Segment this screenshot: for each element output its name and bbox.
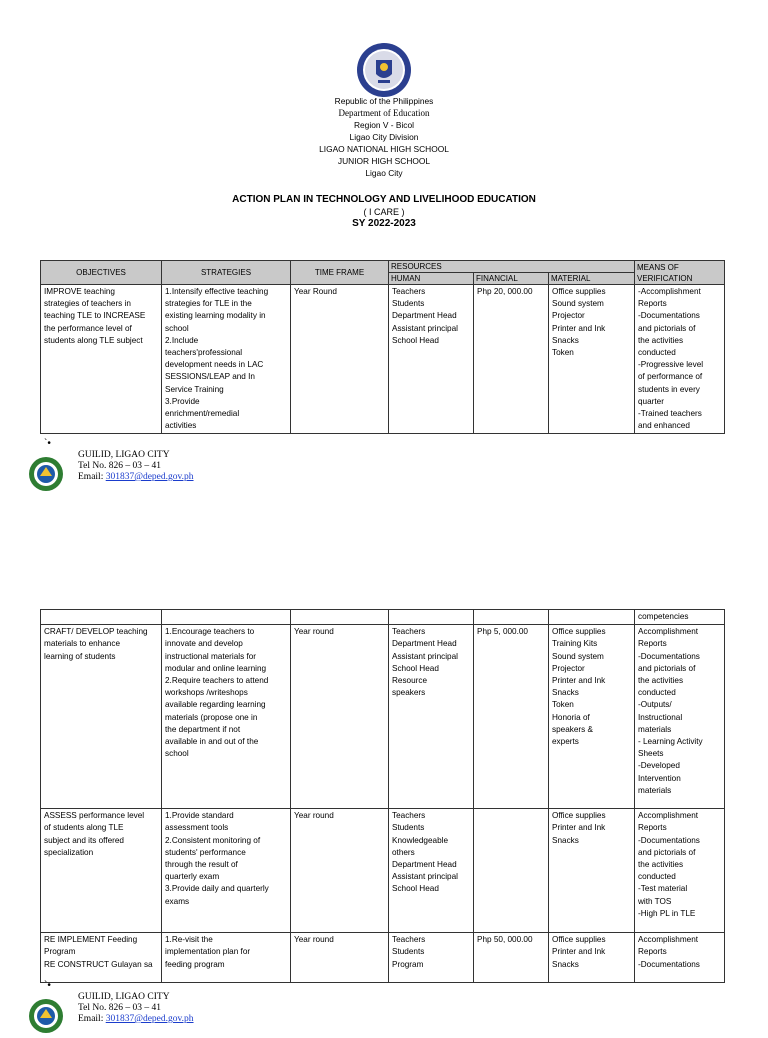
- cell-text: assessment tools: [165, 823, 229, 833]
- table-row: [41, 625, 725, 809]
- cell-text: Service Training: [165, 384, 224, 394]
- cell-objectives: [41, 625, 162, 809]
- footer-address: GUILID, LIGAO CITY: [78, 992, 170, 1002]
- col-header-resources: RESOURCES: [389, 261, 635, 273]
- cell-text: ASSESS performance level: [44, 811, 145, 821]
- cell-text: Sheets: [638, 749, 664, 759]
- cell-text: 2.Require teachers to attend: [165, 676, 269, 686]
- cell-text: and pictorials of: [638, 847, 696, 857]
- cell-text: Year round: [294, 935, 334, 945]
- cell-text: Teachers: [392, 935, 426, 945]
- header-line-region: Region V - Bicol: [353, 120, 415, 130]
- cell-text: Department Head: [392, 311, 457, 321]
- cell-means: [635, 625, 725, 809]
- cell-text: -Progressive level: [638, 360, 704, 370]
- cell-material: [549, 933, 635, 983]
- cell-text: the activities: [638, 335, 684, 345]
- cell-text: Students: [392, 299, 425, 309]
- cell-text: school: [165, 323, 189, 333]
- cell-text: Token: [552, 348, 574, 358]
- cell-text: School Head: [392, 335, 439, 345]
- cell-text: Program: [44, 947, 76, 957]
- cell-text: Php 5, 000.00: [477, 627, 528, 637]
- cell-text: 1.Intensify effective teaching: [165, 287, 269, 296]
- footer-email-line: [78, 1014, 194, 1025]
- cell-text: Department Head: [392, 639, 457, 649]
- cell-strategies: [162, 809, 291, 933]
- cell-text: Department Head: [392, 860, 457, 870]
- cell-material: [549, 809, 635, 933]
- action-plan-table-page1: [40, 260, 725, 434]
- cell-text: teachers'professional: [165, 348, 243, 358]
- cell-material: [549, 625, 635, 809]
- cell-text: quarter: [638, 396, 664, 406]
- cell-text: School Head: [392, 663, 439, 673]
- cell-human: [389, 625, 474, 809]
- cell-text: specialization: [44, 847, 94, 857]
- cell-text: with TOS: [638, 896, 672, 906]
- cell-text: the activities: [638, 860, 684, 870]
- cell-financial: [474, 809, 549, 933]
- cell-text: and pictorials of: [638, 323, 696, 333]
- cell-text: 1.Re-visit the: [165, 935, 213, 945]
- cell-text: Intervention: [638, 773, 681, 783]
- cell-financial: [474, 285, 549, 434]
- cell-text: Knowledgeable: [392, 835, 448, 845]
- cell-text: -Documentations: [638, 311, 700, 321]
- cell-strategies: [162, 625, 291, 809]
- cell-strategies: [162, 933, 291, 983]
- cell-time: [291, 933, 389, 983]
- cell-text: teaching TLE to INCREASE: [44, 311, 146, 321]
- cell-text: -Test material: [638, 884, 688, 894]
- action-plan-table-page2: [40, 609, 725, 983]
- cell-text: exams: [165, 896, 190, 906]
- cell-financial: [474, 933, 549, 983]
- cell-text: workshops /writeshops: [165, 688, 248, 698]
- school-logo-icon: [28, 998, 64, 1034]
- cell-text: materials to enhance: [44, 639, 121, 649]
- header-line-division: Ligao City Division: [349, 132, 419, 142]
- cell-text: conducted: [638, 872, 676, 882]
- header-line-junior: JUNIOR HIGH SCHOOL: [337, 156, 431, 166]
- col-header-human: HUMAN: [389, 273, 474, 285]
- cell-text: students' performance: [165, 847, 246, 857]
- col-header-financial: FINANCIAL: [474, 273, 549, 285]
- cell-strategies: [162, 285, 291, 434]
- cell-text: Teachers: [392, 627, 426, 637]
- cell-text: competencies: [638, 612, 689, 621]
- school-logo-icon: [28, 456, 64, 492]
- cell-material: [549, 285, 635, 434]
- cell-text: Office supplies: [552, 627, 606, 637]
- cell-text: Teachers: [392, 287, 426, 296]
- title-main: ACTION PLAN IN TECHNOLOGY AND LIVELIHOOD EDUCATION: [232, 194, 536, 205]
- cell-text: Sound system: [552, 299, 604, 309]
- cell-text: 2.Consistent monitoring of: [165, 835, 261, 845]
- col-header-means: MEANS OF VERIFICATION: [635, 261, 725, 285]
- cell-text: materials: [638, 785, 672, 795]
- cell-text: Php 50, 000.00: [477, 935, 533, 945]
- cell-text: Snacks: [552, 335, 579, 345]
- cell-text: Token: [552, 700, 574, 710]
- table-row: [41, 610, 725, 625]
- header-line-city: Ligao City: [365, 168, 403, 178]
- cell-means: [635, 933, 725, 983]
- cell-text: Students: [392, 823, 425, 833]
- cell-text: 3.Provide: [165, 396, 200, 406]
- cell-text: Reports: [638, 947, 667, 957]
- cell-text: Reports: [638, 639, 667, 649]
- cell-text: -Trained teachers: [638, 409, 702, 419]
- cell-text: Office supplies: [552, 811, 606, 821]
- cell-text: students in every: [638, 384, 700, 394]
- cell-text: materials: [638, 724, 672, 734]
- cell-objectives: [41, 610, 162, 625]
- cell-text: Year Round: [294, 287, 337, 296]
- cell-text: feeding program: [165, 959, 225, 969]
- cell-text: the activities: [638, 676, 684, 686]
- cell-means: [635, 809, 725, 933]
- cell-text: 2.Include: [165, 335, 199, 345]
- footer-mark: `•: [44, 438, 51, 449]
- cell-text: development needs in LAC: [165, 360, 264, 370]
- cell-text: the department if not: [165, 724, 241, 734]
- cell-text: modular and online learning: [165, 663, 267, 673]
- cell-text: Snacks: [552, 835, 579, 845]
- footer-email-link[interactable]: 301837@deped.gov.ph: [105, 472, 194, 482]
- footer-tel: Tel No. 826 – 03 – 41: [78, 461, 161, 471]
- cell-text: of students along TLE: [44, 823, 124, 833]
- cell-text: -Outputs/: [638, 700, 672, 710]
- cell-text: Office supplies: [552, 287, 606, 296]
- cell-objectives: [41, 933, 162, 983]
- cell-time: [291, 610, 389, 625]
- footer-address: GUILID, LIGAO CITY: [78, 450, 170, 460]
- page-footer: [28, 438, 428, 496]
- cell-text: Accomplishment: [638, 935, 699, 945]
- footer-text: [78, 450, 194, 483]
- cell-text: Office supplies: [552, 935, 606, 945]
- cell-text: -Documentations: [638, 651, 700, 661]
- cell-text: students along TLE subject: [44, 335, 143, 345]
- cell-text: experts: [552, 737, 579, 747]
- cell-text: learning of students: [44, 651, 116, 661]
- cell-text: subject and its offered: [44, 835, 124, 845]
- footer-email-link[interactable]: 301837@deped.gov.ph: [105, 1014, 194, 1024]
- cell-text: IMPROVE teaching: [44, 287, 115, 296]
- cell-text: existing learning modality in: [165, 311, 266, 321]
- cell-text: Assistant principal: [392, 323, 458, 333]
- col-header-material: MATERIAL: [549, 273, 635, 285]
- cell-text: Snacks: [552, 959, 579, 969]
- cell-text: CRAFT/ DEVELOP teaching: [44, 627, 148, 637]
- cell-text: SESSIONS/LEAP and In: [165, 372, 255, 382]
- cell-text: -Accomplishment: [638, 287, 701, 296]
- cell-text: Printer and Ink: [552, 676, 606, 686]
- cell-text: others: [392, 847, 415, 857]
- cell-financial: [474, 610, 549, 625]
- cell-material: [549, 610, 635, 625]
- cell-text: materials (propose one in: [165, 712, 258, 722]
- cell-human: [389, 933, 474, 983]
- cell-text: -Documentations: [638, 835, 700, 845]
- cell-financial: [474, 625, 549, 809]
- footer-email-label: Email:: [78, 472, 106, 482]
- header-line-department: Department of Education: [338, 108, 430, 118]
- cell-text: the performance level of: [44, 323, 132, 333]
- cell-text: strategies for TLE in the: [165, 299, 252, 309]
- footer-text: [78, 992, 194, 1025]
- header-line-republic: Republic of the Philippines: [334, 96, 434, 106]
- cell-text: available in and out of the: [165, 737, 259, 747]
- footer-email-label: Email:: [78, 1014, 106, 1024]
- school-header: [0, 95, 768, 179]
- cell-text: Accomplishment: [638, 811, 699, 821]
- cell-means: [635, 610, 725, 625]
- cell-text: 3.Provide daily and quarterly: [165, 884, 269, 894]
- cell-time: [291, 809, 389, 933]
- cell-text: Printer and Ink: [552, 947, 606, 957]
- cell-text: quarterly exam: [165, 872, 220, 882]
- col-header-strategies: STRATEGIES: [162, 261, 291, 285]
- cell-text: -Developed: [638, 761, 680, 771]
- cell-strategies: [162, 610, 291, 625]
- cell-text: Students: [392, 947, 425, 957]
- document-title: [0, 194, 768, 230]
- col-header-time-frame: TIME FRAME: [291, 261, 389, 285]
- table-body-page2: [41, 610, 725, 983]
- cell-text: RE CONSTRUCT Gulayan sa: [44, 959, 153, 969]
- cell-text: Teachers: [392, 811, 426, 821]
- footer-tel: Tel No. 826 – 03 – 41: [78, 1003, 161, 1013]
- cell-text: Projector: [552, 663, 585, 673]
- cell-text: 1.Provide standard: [165, 811, 234, 821]
- footer-email-line: [78, 472, 194, 483]
- cell-text: Honoria of: [552, 712, 590, 722]
- cell-human: [389, 809, 474, 933]
- cell-text: and enhanced: [638, 421, 690, 431]
- cell-text: Assistant principal: [392, 651, 458, 661]
- cell-text: Printer and Ink: [552, 823, 606, 833]
- col-header-objectives: OBJECTIVES: [41, 261, 162, 285]
- cell-text: Snacks: [552, 688, 579, 698]
- deped-seal-icon: [356, 42, 412, 98]
- cell-text: Printer and Ink: [552, 323, 606, 333]
- cell-text: enrichment/remedial: [165, 409, 240, 419]
- cell-text: strategies of teachers in: [44, 299, 131, 309]
- cell-objectives: [41, 285, 162, 434]
- cell-human: [389, 610, 474, 625]
- cell-text: Program: [392, 959, 424, 969]
- page-footer-2: [28, 980, 428, 1038]
- cell-text: Reports: [638, 823, 667, 833]
- cell-text: Training Kits: [552, 639, 598, 649]
- cell-text: -High PL in TLE: [638, 908, 696, 918]
- cell-text: instructional materials for: [165, 651, 257, 661]
- cell-text: available regarding learning: [165, 700, 266, 710]
- cell-text: Projector: [552, 311, 585, 321]
- cell-text: Php 20, 000.00: [477, 287, 533, 296]
- cell-text: RE IMPLEMENT Feeding: [44, 935, 138, 945]
- header-line-school: LIGAO NATIONAL HIGH SCHOOL: [319, 144, 449, 154]
- cell-text: Accomplishment: [638, 627, 699, 637]
- cell-text: - Learning Activity: [638, 737, 703, 747]
- cell-text: speakers &: [552, 724, 593, 734]
- cell-text: activities: [165, 421, 197, 431]
- cell-text: Reports: [638, 299, 667, 309]
- cell-time: [291, 625, 389, 809]
- title-sub: ( I CARE ): [363, 207, 405, 217]
- footer-mark: `•: [44, 980, 51, 991]
- cell-text: 1.Encourage teachers to: [165, 627, 255, 637]
- cell-text: Resource: [392, 676, 428, 686]
- cell-text: implementation plan for: [165, 947, 251, 957]
- cell-time: [291, 285, 389, 434]
- table-row: [41, 809, 725, 933]
- cell-text: speakers: [392, 688, 426, 698]
- title-sy: SY 2022-2023: [352, 218, 416, 229]
- cell-text: and pictorials of: [638, 663, 696, 673]
- cell-text: conducted: [638, 348, 676, 358]
- cell-text: conducted: [638, 688, 676, 698]
- cell-text: School Head: [392, 884, 439, 894]
- cell-objectives: [41, 809, 162, 933]
- cell-text: innovate and develop: [165, 639, 243, 649]
- cell-means: [635, 285, 725, 434]
- table-body-page1: [41, 285, 725, 434]
- cell-text: Sound system: [552, 651, 604, 661]
- table-row: [41, 933, 725, 983]
- cell-text: of performance of: [638, 372, 703, 382]
- cell-text: Year round: [294, 811, 334, 821]
- cell-human: [389, 285, 474, 434]
- cell-text: -Documentations: [638, 959, 700, 969]
- cell-text: Year round: [294, 627, 334, 637]
- cell-text: school: [165, 749, 189, 759]
- cell-text: Instructional: [638, 712, 683, 722]
- cell-text: through the result of: [165, 860, 238, 870]
- cell-text: Assistant principal: [392, 872, 458, 882]
- table-row: [41, 285, 725, 434]
